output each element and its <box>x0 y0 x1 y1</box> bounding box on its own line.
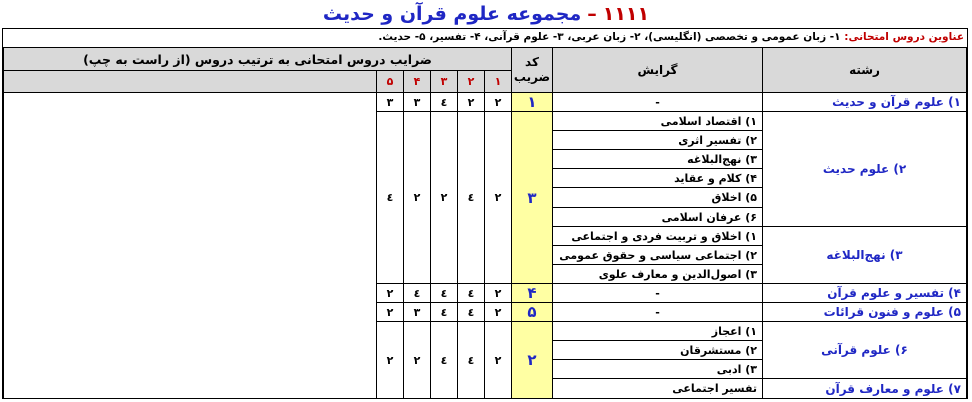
row-4-coef-3: ٤ <box>430 283 458 303</box>
course-number-3: ۳ <box>430 70 458 93</box>
row-4-coef-4: ٤ <box>403 283 431 303</box>
row-1-coef-4: ۳ <box>403 92 431 112</box>
title-text: مجموعه علوم قرآن و حدیث <box>322 3 582 25</box>
header-coefficients: ضرایب دروس امتحانی به ترتیب دروس (از راست به چپ) <box>3 47 512 71</box>
row-2-spec-5: ۵) اخلاق <box>552 187 763 208</box>
header-empty-area <box>3 70 377 93</box>
row-6-spec-2: ۲) مستشرقان <box>552 340 763 360</box>
row-1-coef-5: ۳ <box>376 92 404 112</box>
course-number-5: ۵ <box>376 70 404 93</box>
row-2-spec-3: ۳) نهج‌البلاغه <box>552 149 763 169</box>
header-specialization: گرایش <box>552 47 763 93</box>
row-2-spec-1: ۱) اقتصاد اسلامی <box>552 111 763 131</box>
row-4-code: ۴ <box>511 283 553 303</box>
course-number-2: ۲ <box>457 70 485 93</box>
title-separator: – <box>587 3 597 25</box>
row-4-specialization: - <box>552 283 763 303</box>
row-2-spec-2: ۲) تفسیر اثری <box>552 130 763 150</box>
row-5-coef-4: ۳ <box>403 302 431 322</box>
row-5-code: ۵ <box>511 302 553 322</box>
header-field: رشته <box>762 47 967 93</box>
course-number-4: ۴ <box>403 70 431 93</box>
row-6-spec-1: ۱) اعجاز <box>552 321 763 341</box>
row-1-field: ۱) علوم قرآن و حدیث <box>762 92 967 112</box>
row-3-field: ۳) نهج‌البلاغه <box>762 226 967 284</box>
row-5-coef-5: ۲ <box>376 302 404 322</box>
row-5-coef-1: ۲ <box>484 302 512 322</box>
row-1-coef-1: ۲ <box>484 92 512 112</box>
row-6-7-coef-4: ۲ <box>403 321 431 399</box>
row-2-3-coef-2: ٤ <box>457 111 485 284</box>
row-3-spec-1: ۱) اخلاق و تربیت فردی و اجتماعی <box>552 226 763 246</box>
row-6-7-coef-2: ٤ <box>457 321 485 399</box>
row-7-spec-1: تفسیر اجتماعی <box>552 378 763 399</box>
note-label: عناوین دروس امتحانی: <box>844 31 964 43</box>
row-2-3-coef-5: ٤ <box>376 111 404 284</box>
row-4-field: ۴) تفسیر و علوم قرآن <box>762 283 967 303</box>
row-5-specialization: - <box>552 302 763 322</box>
row-6-spec-3: ۳) ادبی <box>552 359 763 379</box>
title-number: ۱۱۱۱ <box>602 3 650 25</box>
row-1-coef-3: ٤ <box>430 92 458 112</box>
exam-courses-note <box>3 29 967 46</box>
row-4-coef-5: ۲ <box>376 283 404 303</box>
note-text: ۱- زبان عمومی و تخصصی (انگلیسی)، ۲- زبان عربی، ۳- علوم قرآنی، ۴- تفسیر، ۵- حدیث. <box>378 31 845 43</box>
row-5-coef-3: ٤ <box>430 302 458 322</box>
header-code: کد ضریب <box>511 47 553 93</box>
row-2-spec-4: ۴) کلام و عقاید <box>552 168 763 188</box>
row-4-coef-1: ۲ <box>484 283 512 303</box>
row-3-spec-3: ۳) اصول‌الدین و معارف علوی <box>552 264 763 284</box>
row-1-code: ۱ <box>511 92 553 112</box>
row-2-3-coef-1: ۲ <box>484 111 512 284</box>
row-7-field: ۷) علوم و معارف قرآن <box>762 378 967 399</box>
row-6-7-code: ۲ <box>511 321 553 399</box>
row-2-3-coef-4: ۲ <box>403 111 431 284</box>
row-5-coef-2: ٤ <box>457 302 485 322</box>
row-3-spec-2: ۲) اجتماعی سیاسی و حقوق عمومی <box>552 245 763 265</box>
page-title <box>0 0 972 28</box>
row-6-7-coef-3: ٤ <box>430 321 458 399</box>
row-2-3-coef-3: ۲ <box>430 111 458 284</box>
row-6-field: ۶) علوم قرآنی <box>762 321 967 379</box>
row-2-field: ۲) علوم حدیث <box>762 111 967 227</box>
row-6-7-coef-5: ۲ <box>376 321 404 399</box>
row-6-7-coef-1: ۲ <box>484 321 512 399</box>
course-number-1: ۱ <box>484 70 512 93</box>
row-1-coef-2: ۲ <box>457 92 485 112</box>
row-4-coef-2: ٤ <box>457 283 485 303</box>
row-1-specialization: - <box>552 92 763 112</box>
row-2-3-code: ۳ <box>511 111 553 284</box>
row-2-spec-6: ۶) عرفان اسلامی <box>552 207 763 227</box>
table-empty-area <box>3 92 377 399</box>
row-5-field: ۵) علوم و فنون قرائات <box>762 302 967 322</box>
